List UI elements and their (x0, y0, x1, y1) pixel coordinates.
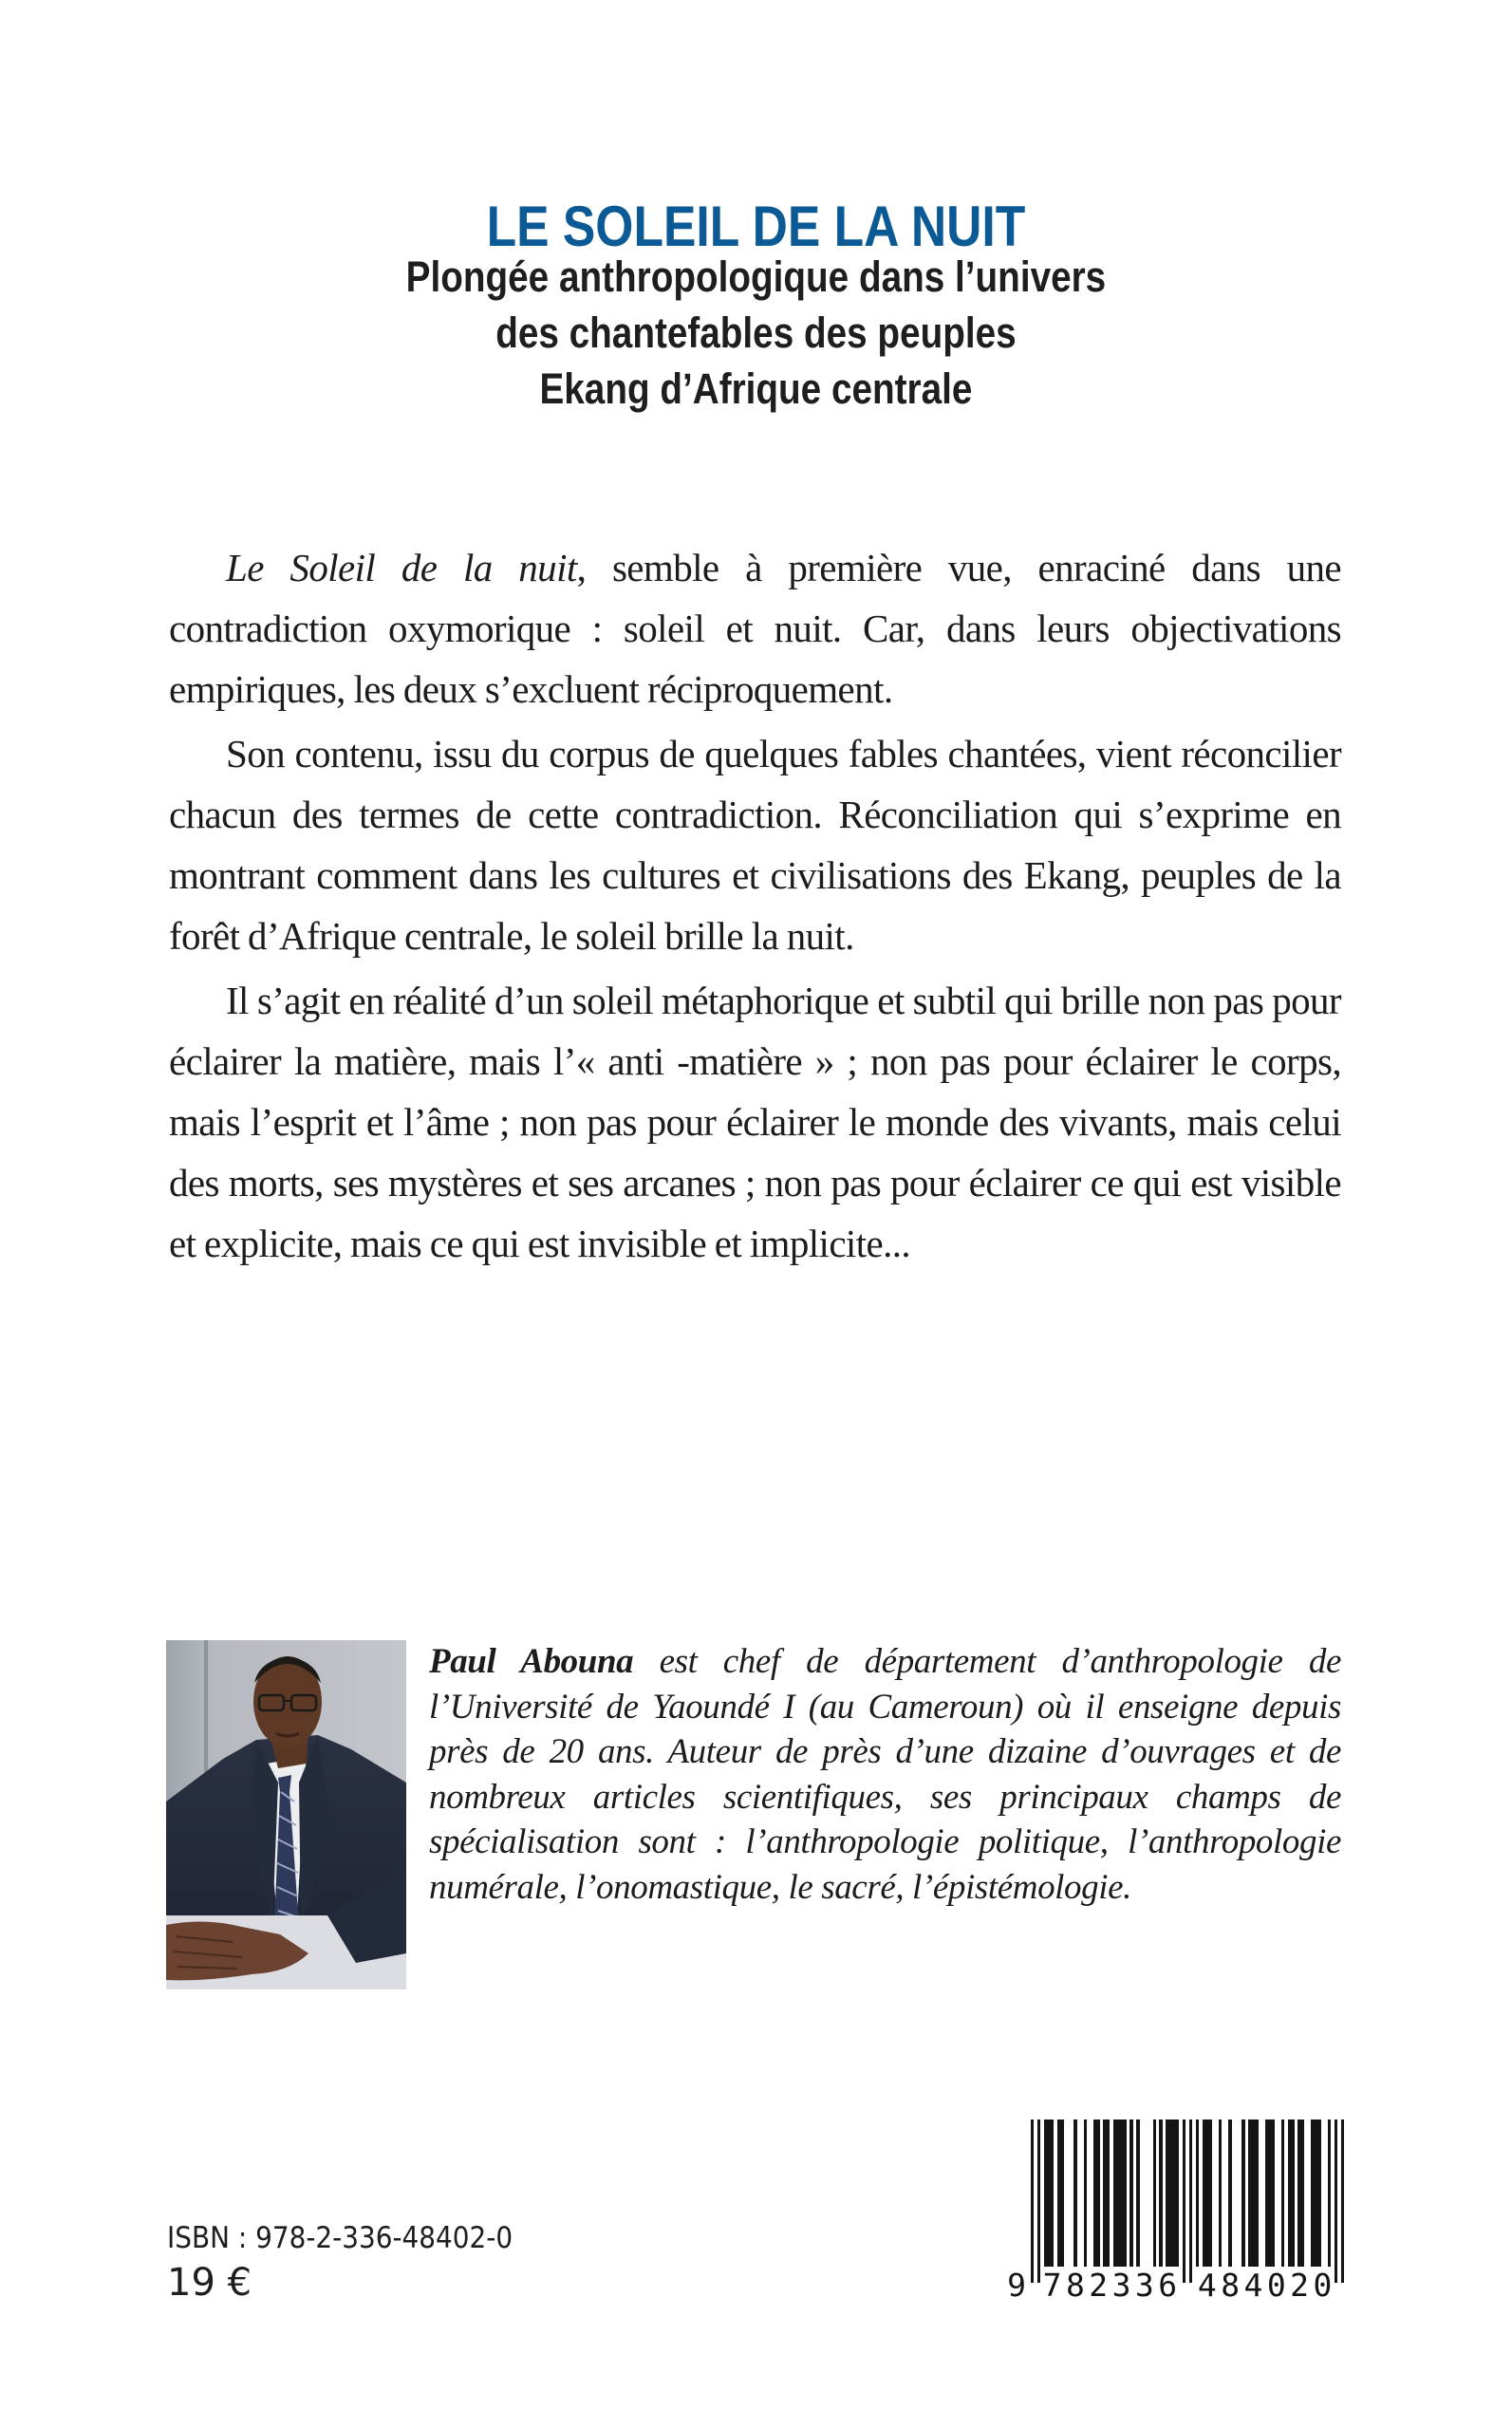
barcode-bar (1113, 2120, 1127, 2267)
blurb-paragraph-2: Son contenu, issu du corpus de quelques fables chantées, vient réconcilier chacun des termes de cette contradiction. Réconciliation qui s’exprime en montrant comment dans les cultures et civilisations des Ekang, peuples de la forêt d’Afrique centrale, le soleil brille la nuit. (169, 732, 1341, 958)
barcode-digit: 3 (1111, 2267, 1131, 2304)
author-bio (429, 1639, 1341, 1910)
barcode-bar (1129, 2120, 1132, 2267)
barcode-bar (1265, 2120, 1275, 2267)
barcode-bar (1335, 2120, 1337, 2283)
barcode-bar (1031, 2120, 1034, 2283)
barcode-bar (1057, 2120, 1064, 2267)
barcode-bar (1241, 2120, 1244, 2267)
blurb-paragraph-3: Il s’agit en réalité d’un soleil métaphorique et subtil qui brille non pas pour éclairer la matière, mais l’« anti -matière » ; non pas pour éclairer le corps, mais l’esprit et l’âme ; non pas pour éclairer le monde des vivants, mais celui des morts, ses mystères et ses arcanes ; non pas pour éclairer ce qui est visible et explicite, mais ce qui est invisible et implicite... (169, 979, 1341, 1265)
subtitle-line-1: Plongée anthropologique dans l’univers (405, 252, 1107, 301)
barcode-digit: 2 (1290, 2267, 1310, 2304)
barcode-digit: 4 (1243, 2267, 1263, 2304)
barcode-bar (1159, 2120, 1162, 2267)
barcode-bar (1136, 2120, 1139, 2267)
barcode-digit: 2 (1089, 2267, 1109, 2304)
barcode-digit: 8 (1221, 2267, 1241, 2304)
barcode-bar (1328, 2120, 1331, 2267)
subtitle-line-3: Ekang d’Afrique centrale (539, 364, 973, 413)
price-label: 19 € (167, 2261, 252, 2305)
subtitle-line-2: des chantefables des peuples (495, 308, 1017, 357)
barcode-bar (1103, 2120, 1110, 2267)
barcode-bar (1248, 2120, 1258, 2267)
isbn-label: ISBN : 978-2-336-48402-0 (167, 2221, 513, 2255)
barcode-bar (1153, 2120, 1156, 2267)
barcode-bar (1084, 2120, 1087, 2267)
book-subtitle (105, 249, 1406, 417)
barcode-bar (1189, 2120, 1192, 2283)
book-title: LE SOLEIL DE LA NUIT (486, 195, 1026, 259)
barcode-digit: 6 (1158, 2267, 1178, 2304)
barcode-digit: 0 (1313, 2267, 1333, 2304)
barcode-bar (1341, 2120, 1344, 2283)
barcode-digits (1004, 2269, 1355, 2303)
barcode-digit: 8 (1065, 2267, 1085, 2304)
barcode-digit: 9 (1007, 2267, 1026, 2304)
barcode-digit: 4 (1197, 2267, 1217, 2304)
barcode-bar (1311, 2120, 1320, 2267)
blurb-italic-lead: Le Soleil de la nuit (226, 546, 577, 589)
barcode-bar (1037, 2120, 1040, 2283)
author-photo (166, 1640, 406, 1989)
barcode-bar (1183, 2120, 1185, 2283)
barcode-bar (1073, 2120, 1076, 2267)
barcode-bars (1031, 2120, 1344, 2283)
barcode-bar (1203, 2120, 1212, 2267)
barcode-bar (1297, 2120, 1304, 2267)
author-portrait-icon (166, 1640, 406, 1989)
author-name: Paul Abouna (429, 1642, 634, 1681)
back-cover-blurb (169, 537, 1341, 1278)
isbn-barcode (1004, 2115, 1355, 2305)
barcode-bar (1093, 2120, 1100, 2267)
barcode-digit: 7 (1042, 2267, 1062, 2304)
barcode-bar (1281, 2120, 1284, 2267)
barcode-bar (1166, 2120, 1179, 2267)
blurb-paragraph-text: , semble à première vue, enraciné dans une contradiction oxymorique : soleil et nuit. Car, dans leurs objectivations empiriques, les deux s’excluent réciproquement. (169, 546, 1341, 711)
barcode-bar (1219, 2120, 1222, 2267)
barcode-bar (1196, 2120, 1199, 2267)
blurb-paragraph-1 (169, 537, 1341, 719)
barcode-bar (1044, 2120, 1054, 2267)
barcode-bar (1228, 2120, 1231, 2267)
author-bio-text: est chef de département d’anthropologie de l’Université de Yaoundé I (au Cameroun) où il enseigne depuis près de 20 ans. Auteur de près d’une dizaine d’ouvrages et de nombreux articles scientifiques, ses principaux champs de spécialisation sont : l’anthropologie politique, l’anthropologie numérale, l’onomastique, le sacré, l’épistémologie. (429, 1642, 1341, 1907)
barcode-digit: 0 (1266, 2267, 1286, 2304)
barcode-digit: 3 (1134, 2267, 1154, 2304)
barcode-bar (1288, 2120, 1295, 2267)
